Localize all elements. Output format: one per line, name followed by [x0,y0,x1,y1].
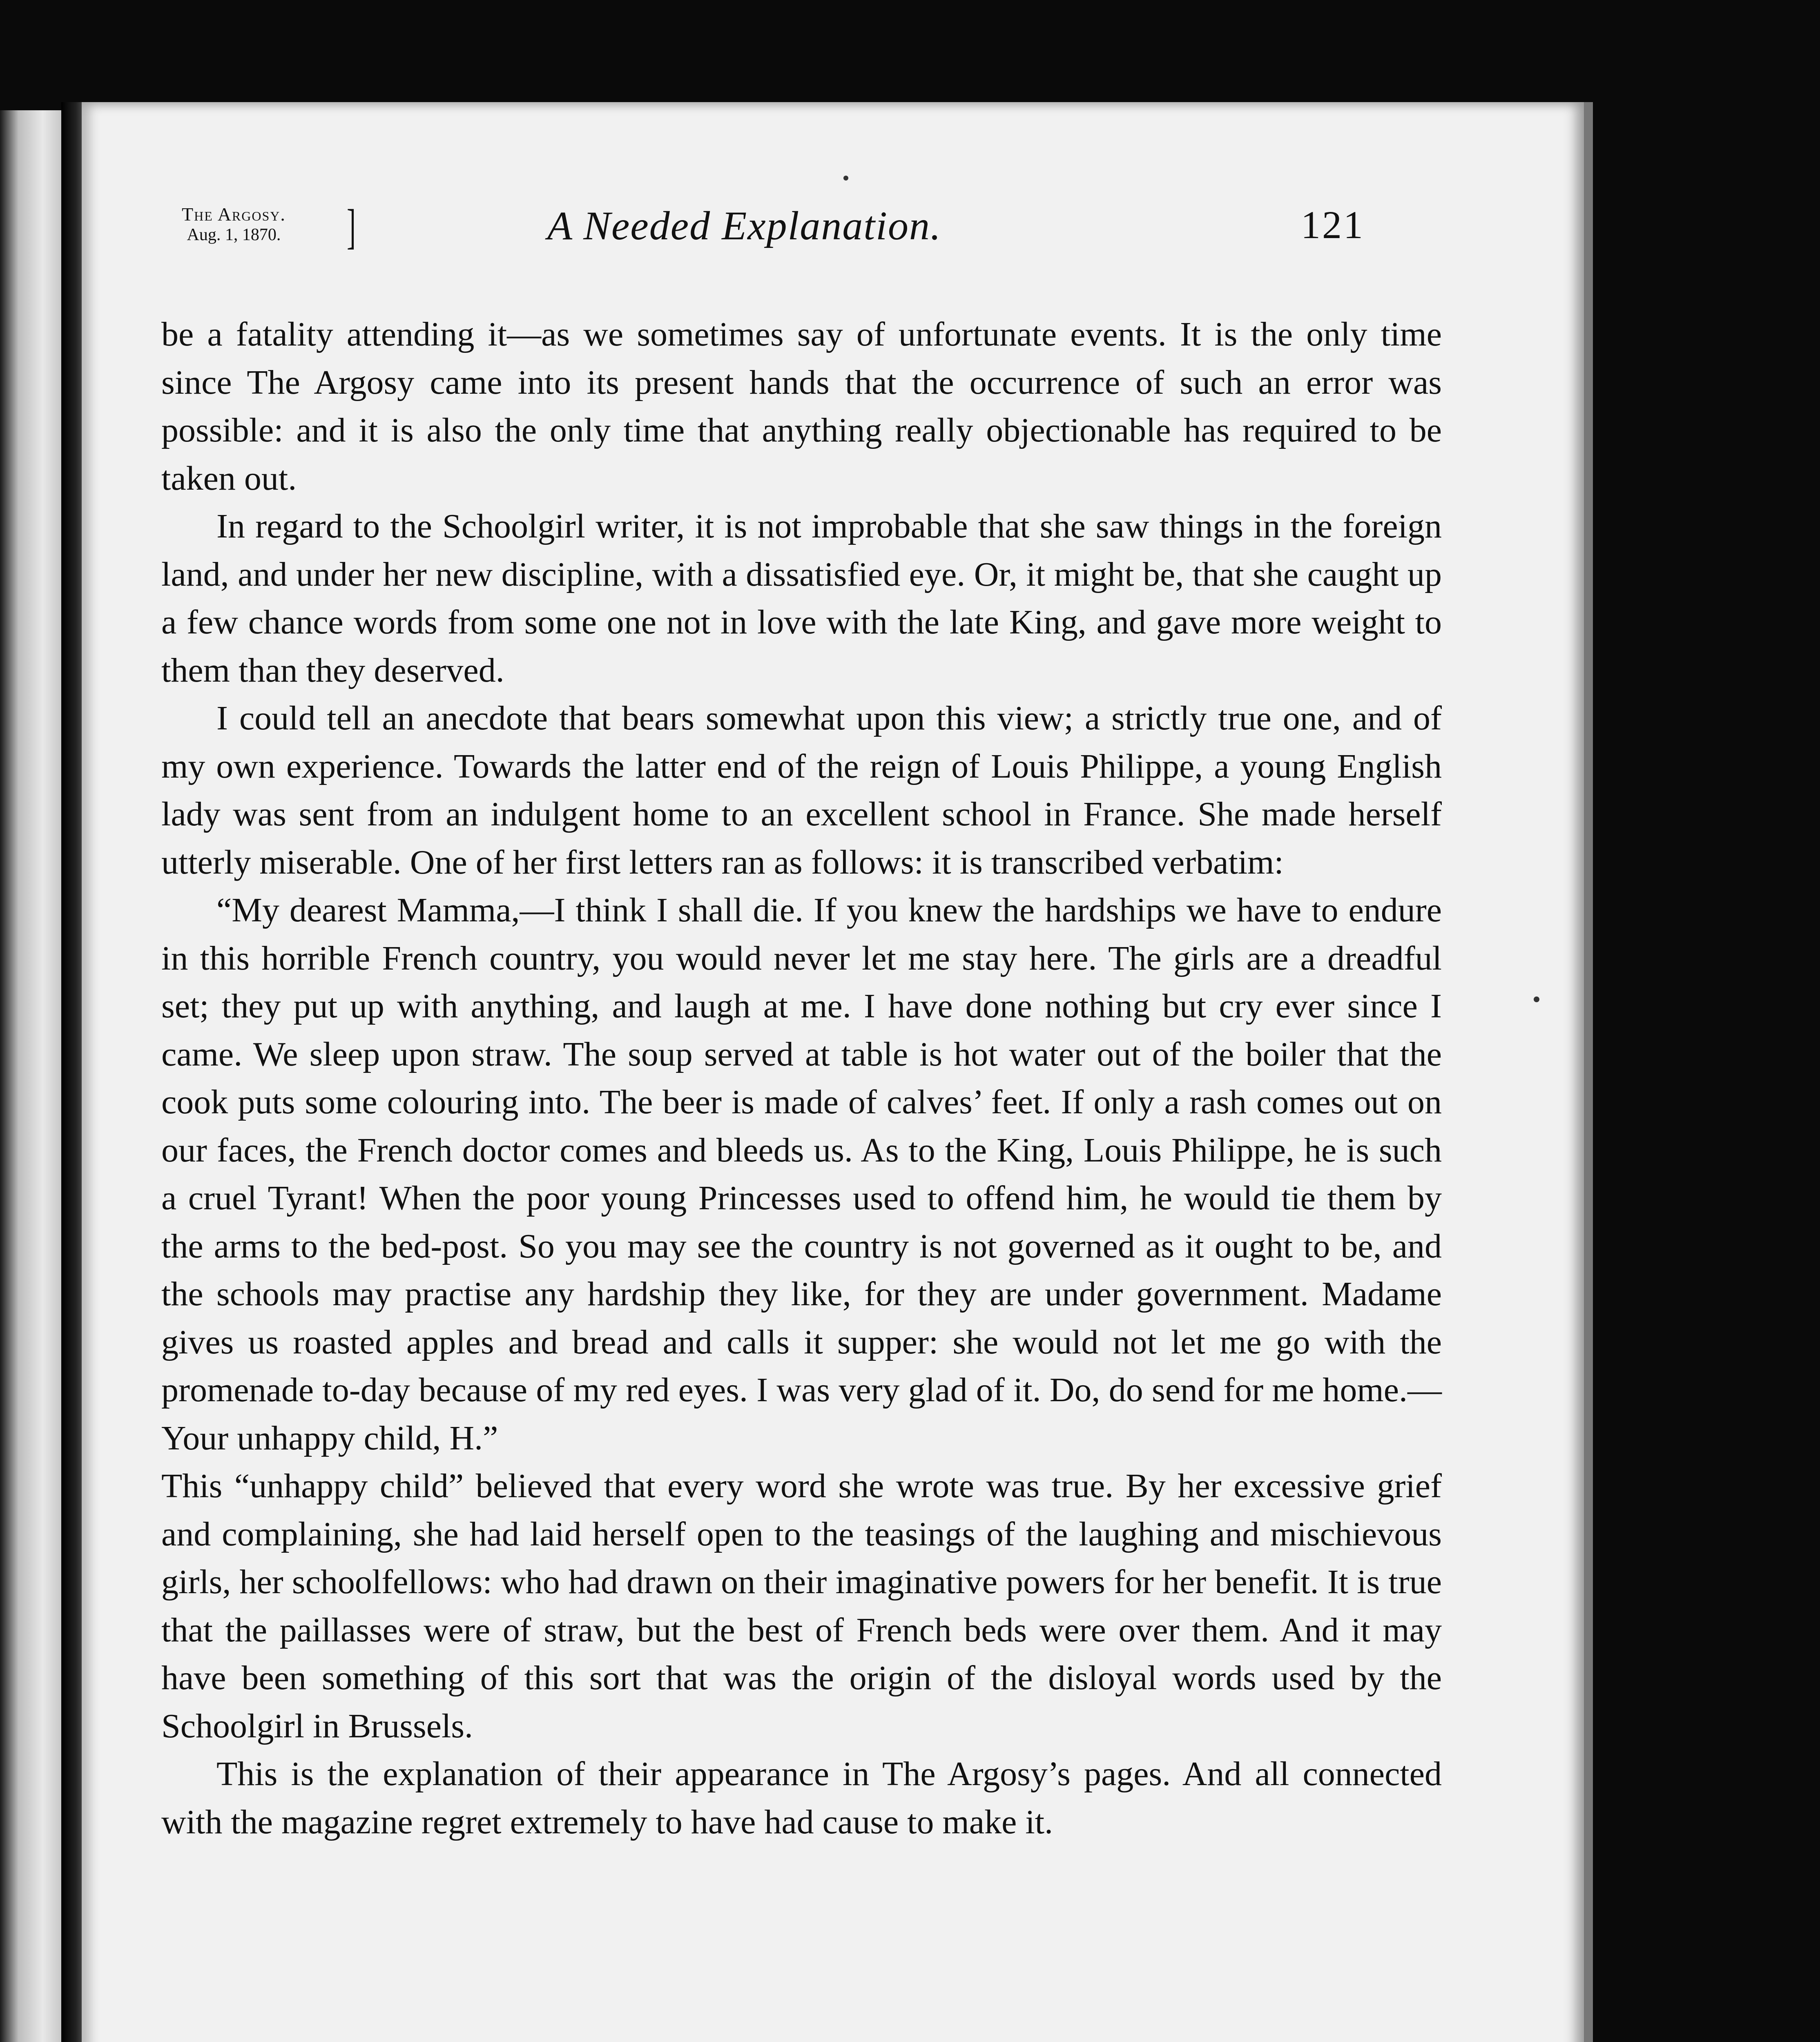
paragraph-letter: “My dearest Mamma,—I think I shall die. If you knew the hardships we have to endure in this horrible French country, you would never let me stay here. The girls are a dreadful set; they put up with anything, and laugh at me. I have done nothing but cry ever since I came. We sleep upon straw. The soup served at table is hot water out of the boiler that the cook puts some colouring into. The beer is made of calves’ feet. If only a rash comes out on our faces, the French doctor comes and bleeds us. As to the King, Louis Philippe, he is such a cruel Tyrant! When the poor young Princesses used to offend him, he would tie them by the arms to the bed-post. So you may see the country is not governed as it ought to be, and the schools may practise any hardship they like, for they are under government. Madame gives us roasted apples and bread and calls it supper: she would not let me go with the promenade to-day because of my red eyes. I was very glad of it. Do, do send for me home.—Your unhappy child, H.” [161,891,1442,1457]
print-speck [1534,996,1539,1002]
page-number: 121 [1301,203,1365,247]
paragraph-3: I could tell an anecdote that bears somewhat upon this view; a strictly true one, and of my own experience. Towards the latter end of the reign of Louis Philippe, a young English lady was sent from an indulgent home to an excellent school in France. She made herself utterly miserable. One of her first letters ran as follows: it is transcribed verbatim: [161,699,1442,881]
running-head-date: Aug. 1, 1870. [187,225,281,244]
left-page-edge [0,110,61,2042]
book-page [82,102,1593,2042]
paragraph-5: This “unhappy child” believed that every word she wrote was true. By her excessive grief and complaining, she had laid herself open to the teasings of the laughing and mischievous girls, her schoolfellows: who had drawn on their imaginative powers for her benefit. It is true that the paillasses were of straw, but the best of French beds were over them. And it may have been something of this sort that was the origin of the disloyal words used by the Schoolgirl in Brussels. [161,1467,1442,1745]
paragraph-2: In regard to the Schoolgirl writer, it is not improbable that she saw things in the foreign land, and under her new discipline, with a dissatisfied eye. Or, it might be, that she caught up a few chance words from some one not in love with the late King, and gave more weight to them than they deserved. [161,507,1442,689]
print-speck [843,176,848,181]
running-head-source [182,204,286,245]
running-head-bracket: ] [346,199,356,254]
page-content [82,102,1593,2042]
article-body [161,310,1442,1846]
paragraph-1: be a fatality attending it—as we sometimes say of unfortunate events. It is the only time since The Argosy came into its present hands that the occurrence of such an error was possible: and it is also the only time that anything really objectionable has required to be taken out. [161,315,1442,497]
running-head-magazine: The Argosy. [182,204,286,225]
running-head-title: A Needed Explanation. [547,203,941,248]
paragraph-6: This is the explanation of their appearance in The Argosy’s pages. And all connected with the magazine regret extremely to have had cause to make it. [161,1755,1442,1841]
